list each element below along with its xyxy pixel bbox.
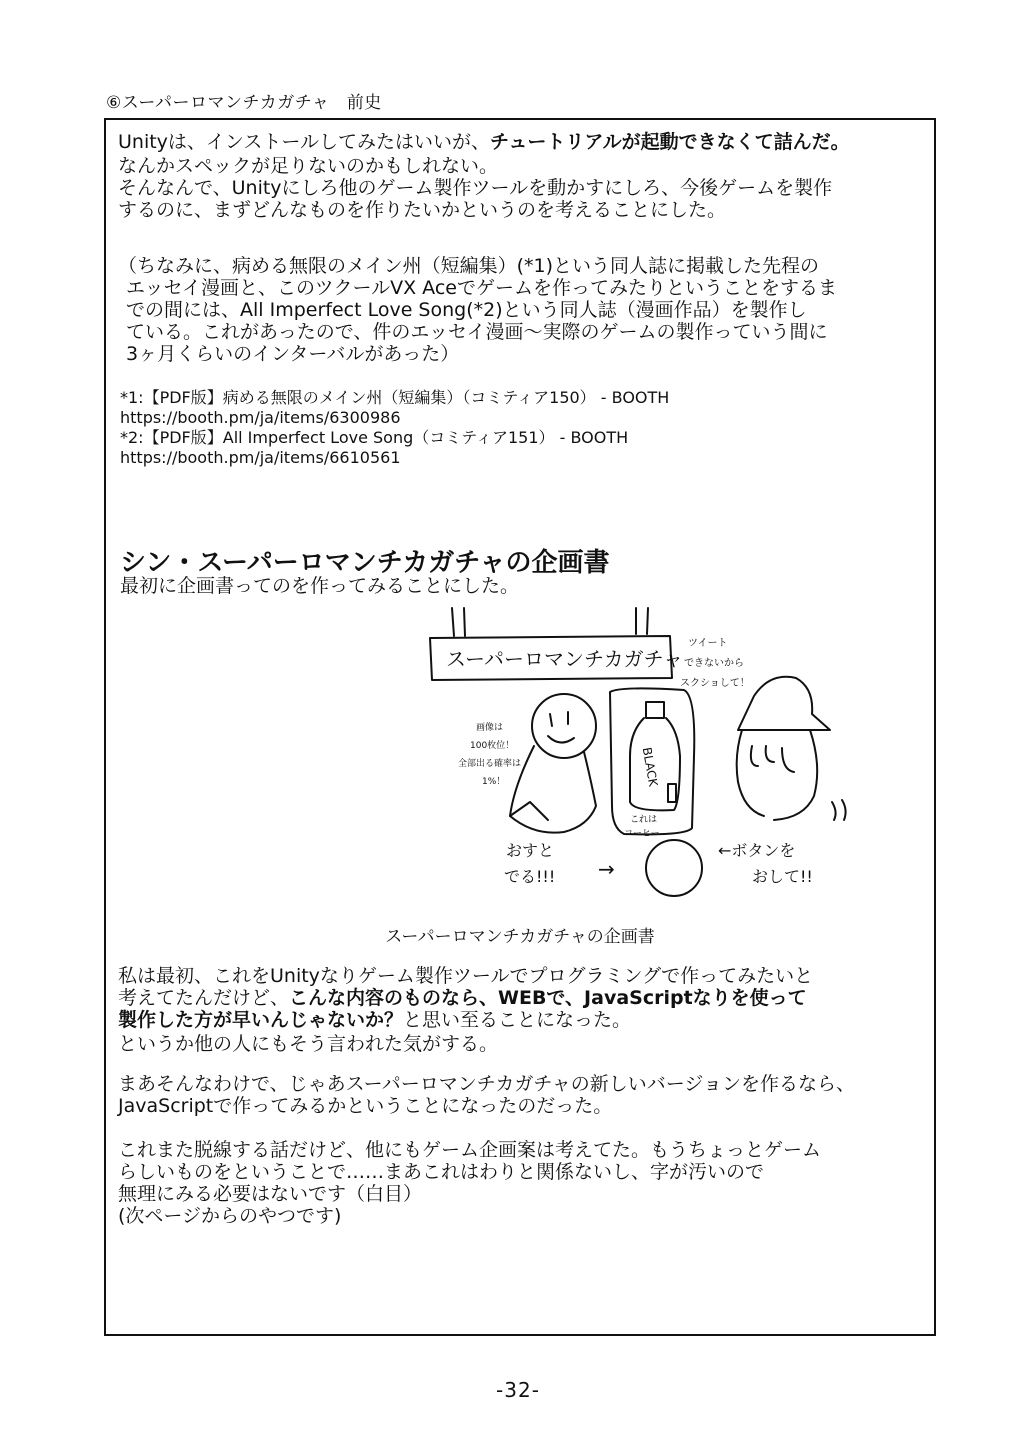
section-heading: シン・スーパーロマンチカガチャの企画書 bbox=[120, 548, 610, 578]
note-tweet-1: ツイート bbox=[688, 638, 728, 649]
sign-hanger bbox=[452, 608, 648, 636]
coffee-note-1: これは bbox=[630, 815, 658, 825]
arrow-right: → bbox=[598, 857, 615, 881]
note-images-4: 1%！ bbox=[482, 777, 506, 787]
aside-line-4: ている。これがあったので、件のエッセイ漫画～実際のゲームの製作っていう間に bbox=[126, 321, 828, 343]
note-images-2: 100枚位！ bbox=[470, 741, 515, 751]
body3-line-4: (次ページからのやつです) bbox=[118, 1205, 342, 1227]
body3-line-3: 無理にみる必要はないです（白目） bbox=[118, 1183, 423, 1205]
intro-line-1: Unityは、インストールしてみたはいいが、チュートリアルが起動できなくて詰んだ。 bbox=[118, 131, 850, 153]
footnote-1-url[interactable]: https://booth.pm/ja/items/6300986 bbox=[120, 408, 401, 427]
body1-line-4: というか他の人にもそう言われた気がする。 bbox=[118, 1033, 499, 1055]
intro-line-4: するのに、まずどんなものを作りたいかというのを考えることにした。 bbox=[118, 199, 727, 221]
note-tweet-2: できないから bbox=[684, 658, 744, 669]
intro-line-2: なんかスペックが足りないのかもしれない。 bbox=[118, 155, 499, 177]
button-text-2: おして!! bbox=[752, 867, 813, 886]
bottle-label: BLACK bbox=[639, 746, 661, 788]
footnote-2-url[interactable]: https://booth.pm/ja/items/6610561 bbox=[120, 448, 401, 467]
body2-line-2: JavaScriptで作ってみるかということになったのだった。 bbox=[118, 1095, 613, 1117]
body2-line-1: まあそんなわけで、じゃあスーパーロマンチカガチャの新しいバージョンを作るなら、 bbox=[118, 1073, 856, 1095]
coffee-bottle bbox=[610, 688, 694, 839]
aside-line-5: 3ヶ月くらいのインターバルがあった） bbox=[126, 343, 460, 365]
body1-line-2: 考えてたんだけど、こんな内容のものなら、WEBで、JavaScriptなりを使って bbox=[118, 987, 807, 1009]
footnote-2-title: *2:【PDF版】All Imperfect Love Song（コミティア151） - BOOTH bbox=[120, 428, 629, 447]
body1-line-3: 製作した方が早いんじゃないか？と思い至ることになった。 bbox=[118, 1009, 632, 1031]
footnote-1-title: *1:【PDF版】病める無限のメイン州（短編集）（コミティア150） - BOOTH bbox=[120, 388, 670, 407]
button-text-1: ←ボタンを bbox=[718, 841, 796, 860]
aside-line-2: エッセイ漫画と、このツクールVX Aceでゲームを作ってみたりということをするま bbox=[126, 277, 837, 299]
note-tweet-3: スクショして！ bbox=[680, 678, 750, 689]
aside-line-1: （ちなみに、病める無限のメイン州（短編集）(*1)という同人誌に掲載した先程の bbox=[118, 255, 820, 277]
content-frame bbox=[104, 118, 936, 1336]
body3-line-2: らしいものをということで……まあこれはわりと関係ないし、字が汚いので bbox=[118, 1161, 765, 1183]
sign-text: スーパーロマンチカガチャ bbox=[446, 647, 683, 671]
figure-caption: スーパーロマンチカガチャの企画書 bbox=[385, 927, 655, 947]
body3-line-1: これまた脱線する話だけど、他にもゲーム企画案は考えてた。もうちょっとゲーム bbox=[118, 1139, 822, 1161]
note-images-1: 画像は bbox=[476, 723, 504, 733]
note-images-3: 全部出る確率は bbox=[458, 759, 522, 769]
body1-line-1: 私は最初、これをUnityなりゲーム製作ツールでプログラミングで作ってみたいと bbox=[118, 965, 814, 987]
press-text-2: でる!!! bbox=[504, 867, 556, 886]
chapter-title: ⑥スーパーロマンチカガチャ 前史 bbox=[106, 93, 382, 113]
aside-line-3: での間には、All Imperfect Love Song(*2)という同人誌（漫画作品）を製作し bbox=[126, 299, 807, 321]
section-lead: 最初に企画書ってのを作ってみることにした。 bbox=[120, 575, 520, 597]
page-number: -32- bbox=[496, 1378, 540, 1402]
press-text-1: おすと bbox=[506, 841, 555, 860]
intro-line-3: そんなんで、Unityにしろ他のゲーム製作ツールを動かすにしろ、今後ゲームを製作 bbox=[118, 177, 833, 199]
hat-character bbox=[737, 677, 846, 820]
ghost-character bbox=[510, 694, 596, 833]
coffee-note-2: コーヒー bbox=[624, 829, 660, 839]
plan-sketch bbox=[334, 606, 874, 906]
gacha-button-circle bbox=[646, 840, 702, 896]
